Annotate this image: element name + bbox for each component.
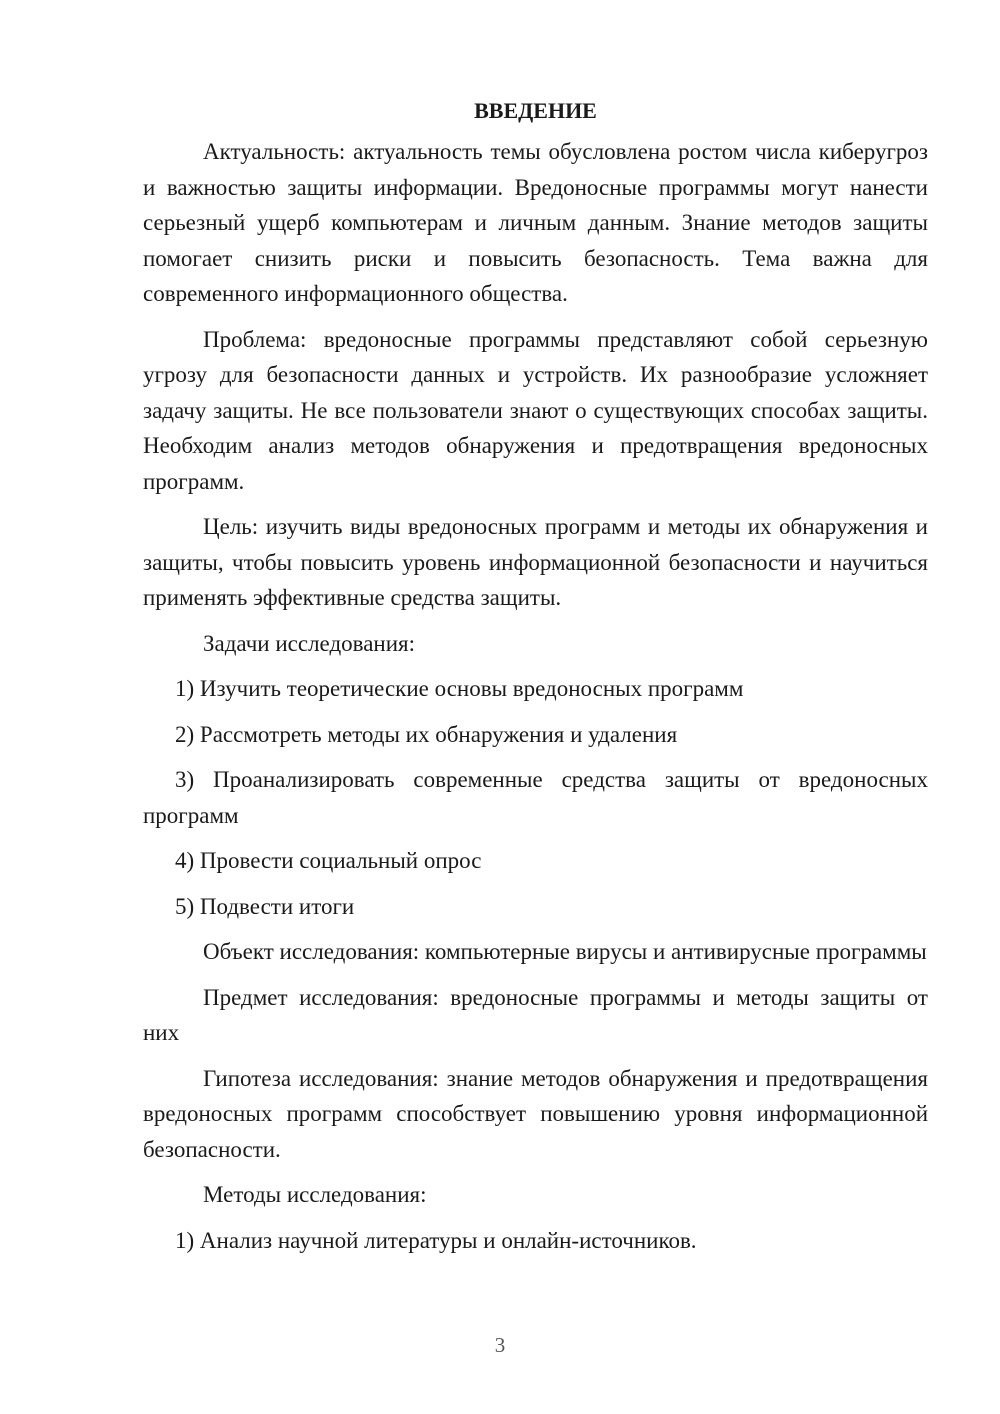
method-item-1: 1) Анализ научной литературы и онлайн-источников. [175,1227,697,1253]
task-item-2: 2) Рассмотреть методы их обнаружения и удаления [175,721,678,747]
subject-paragraph: Предмет исследования: вредоносные программы и методы защиты от них [143,984,928,1045]
goal-paragraph: Цель: изучить виды вредоносных программ и методы их обнаружения и защиты, чтобы повысить уровень информационной безопасности и научиться применять эффективные средства защиты. [143,514,928,610]
tasks-heading: Задачи исследования: [203,630,416,656]
page-content [143,96,928,1268]
page-title: ВВЕДЕНИЕ [474,98,597,123]
hypothesis-paragraph: Гипотеза исследования: знание методов обнаружения и предотвращения вредоносных программ способствует повышению уровня информационной безопасности. [143,1065,928,1162]
page-number: 3 [494,1333,506,1357]
task-item-3: 3) Проанализировать современные средства защиты от вредоносных программ [143,767,928,828]
task-item-5: 5) Подвести итоги [175,893,355,919]
problem-paragraph: Проблема: вредоносные программы представляют собой серьезную угрозу для безопасности данных и устройств. Их разнообразие усложняет задачу защиты. Не все пользователи знают о существующих способах защиты. Необходим анализ методов обнаружения и предотвращения вредоносных программ. [143,326,928,494]
task-item-4: 4) Провести социальный опрос [175,848,482,873]
methods-heading: Методы исследования: [203,1182,427,1207]
task-item-1: 1) Изучить теоретические основы вредоносных программ [175,676,744,701]
object-paragraph: Объект исследования: компьютерные вирусы и антивирусные программы [203,939,927,964]
relevance-paragraph: Актуальность: актуальность темы обусловлена ростом числа киберугроз и важностью защиты информации. Вредоносные программы могут нанести серьезный ущерб компьютерам и личным данным. Знание методов защиты помогает снизить риски и повысить безопасность. Тема важна для современного информационного общества. [143,139,928,306]
